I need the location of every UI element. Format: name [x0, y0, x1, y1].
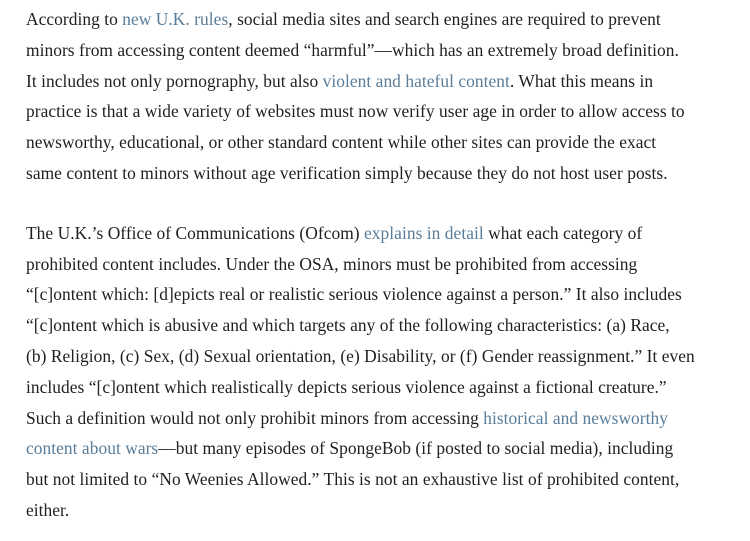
text-line: [26, 218, 738, 249]
text-run: Such a definition would not only prohibit minors from accessing: [26, 407, 484, 428]
text-line: “[c]ontent which: [d]epicts real or realistic serious violence against a person.” It also includes: [26, 284, 682, 305]
text-line: [26, 4, 738, 35]
article-body: [26, 4, 738, 526]
link-violent-hateful-content[interactable]: violent and hateful content: [322, 70, 510, 91]
text-line: practice is that a wide variety of websites must now verify user age in order to allow access to: [26, 101, 685, 122]
text-line: (b) Religion, (c) Sex, (d) Sexual orientation, (e) Disability, or (f) Gender reassignment.” It even: [26, 345, 695, 366]
text-run: , social media sites and search engines are required to prevent: [228, 9, 661, 29]
text-line: either.: [26, 499, 70, 520]
text-line: includes “[c]ontent which realistically depicts serious violence against a fictional creature.”: [26, 376, 667, 397]
text-run: According to: [26, 9, 123, 29]
text-run: The U.K.’s Office of Communications (Ofcom): [26, 222, 365, 243]
link-explains-in-detail[interactable]: explains in detail: [364, 222, 484, 243]
text-line: minors from accessing content deemed “harmful”—which has an extremely broad definition.: [26, 39, 679, 60]
link-content-about-wars[interactable]: content about wars: [26, 438, 159, 459]
text-run: what each category of: [483, 222, 643, 243]
text-line: [26, 433, 738, 464]
text-line: [26, 403, 738, 434]
link-historical-newsworthy[interactable]: historical and newsworthy: [483, 407, 669, 428]
text-line: prohibited content includes. Under the OSA, minors must be prohibited from accessing: [26, 253, 638, 274]
text-line: same content to minors without age verification simply because they do not host user posts.: [26, 162, 668, 183]
paragraph-age-verification: [26, 4, 738, 189]
paragraph-ofcom-definition: [26, 218, 738, 526]
text-run: It includes not only pornography, but also: [26, 70, 323, 91]
text-line: but not limited to “No Weenies Allowed.” This is not an exhaustive list of prohibited content,: [26, 469, 680, 490]
text-line: newsworthy, educational, or other standard content while other sites can provide the exact: [26, 132, 657, 153]
link-new-uk-rules[interactable]: new U.K. rules: [122, 9, 229, 29]
text-run: —but many episodes of SpongeBob (if posted to social media), including: [158, 438, 674, 459]
text-line: “[c]ontent which is abusive and which targets any of the following characteristics: (a) Race,: [26, 315, 670, 336]
text-line: [26, 66, 738, 97]
text-run: . What this means in: [509, 70, 654, 91]
